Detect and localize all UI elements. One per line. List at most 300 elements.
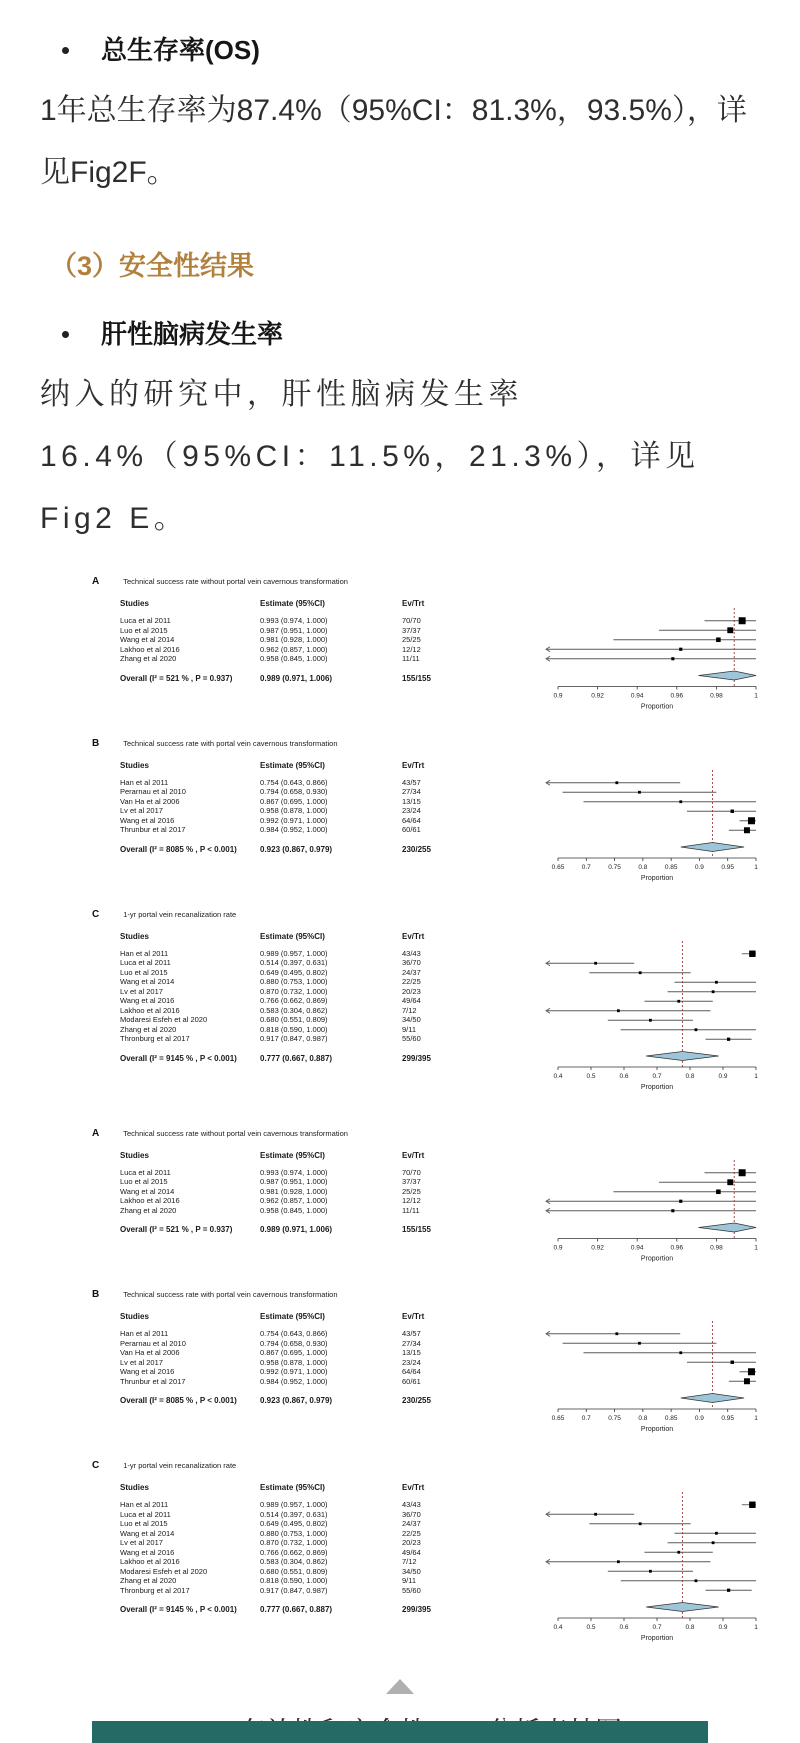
study-label: Lv et al 2017 [120,806,163,815]
bullet-item-he [54,318,760,350]
panel-head [90,1460,760,1471]
overall-estimate: 0.923 (0.867, 0.979) [260,844,333,854]
axis-tick-label: 0.6 [619,1624,629,1631]
panel-label: A [92,576,100,587]
overall-evtrt: 155/155 [402,1225,431,1234]
table-header-row [120,760,510,771]
section-heading-safety: （3）安全性结果 [50,251,255,281]
panel-title: 1-yr portal vein recanalization rate [123,909,237,919]
study-evtrt: 27/34 [402,1338,421,1348]
study-estimate: 0.987 (0.951, 1.000) [260,1177,328,1186]
study-evtrt: 22/25 [402,977,421,986]
bullet-he-label: 肝性脑病发生率 [101,319,284,349]
study-estimate: 0.818 (0.590, 1.000) [260,1576,328,1585]
study-row [120,635,510,645]
overall-label: Overall (I² = 521 % , P = 0.937) [120,673,233,683]
panel-title: Technical success rate with portal vein cavernous transformation [123,738,338,748]
paragraph-os-result: 1年总生存率为87.4%（95%CI：81.3%，93.5%），详见Fig2F。 [40,94,747,189]
panel-title: Technical success rate without portal vein cavernous transformation [123,1128,348,1138]
study-evtrt: 25/25 [402,1186,421,1196]
axis-tick-label: 0.7 [581,1415,591,1422]
axis-tick-label: 1 [754,1624,758,1631]
bullet-dot-icon [62,331,69,338]
study-estimate: 0.880 (0.753, 1.000) [260,1528,328,1538]
study-estimate: 0.958 (0.878, 1.000) [260,1357,328,1367]
study-row [120,616,510,626]
axis-title: Proportion [640,874,674,882]
study-estimate: 0.917 (0.847, 0.987) [260,1034,328,1043]
study-evtrt: 37/37 [402,625,421,635]
study-row [120,825,510,835]
study-evtrt: 24/37 [402,967,421,977]
study-label: Thronburg et al 2017 [120,1034,190,1043]
study-label: Wang et al 2014 [120,1186,175,1196]
study-evtrt: 25/25 [402,635,421,644]
forest-plot-C [510,1482,760,1645]
column-header: Ev/Trt [402,599,425,608]
study-evtrt: 43/43 [402,948,421,958]
study-estimate: 0.583 (0.304, 0.862) [260,1005,328,1015]
axis-tick-label: 1 [754,1415,758,1422]
study-row [120,1538,510,1548]
study-label: Van Ha et al 2006 [120,1348,180,1357]
study-row [120,1006,510,1016]
study-row [120,816,510,826]
study-estimate: 0.984 (0.952, 1.000) [260,825,328,834]
study-estimate: 0.880 (0.753, 1.000) [260,977,328,986]
study-label: Wang et al 2016 [120,1547,175,1557]
axis-tick-label: 1 [754,863,758,871]
forest-figure-block [90,576,760,1094]
study-label: Lakhoo et al 2016 [120,1196,180,1205]
study-estimate: 0.958 (0.878, 1.000) [260,806,328,815]
column-header: Studies [120,1483,149,1492]
overall-label: Overall (I² = 8085 % , P < 0.001) [120,844,237,854]
study-evtrt: 24/37 [402,1519,421,1528]
panel-label: B [92,1289,100,1300]
overall-estimate: 0.989 (0.971, 1.006) [260,673,333,683]
study-row [120,797,510,807]
study-label: Luca et al 2011 [120,1509,171,1519]
forest-figure-block [90,1128,760,1646]
axis-tick-label: 0.96 [670,692,684,700]
axis-tick-label: 0.75 [608,1415,621,1422]
forest-table [90,931,510,1065]
study-row [120,1329,510,1339]
study-evtrt: 43/43 [402,1500,421,1509]
axis-tick-label: 0.8 [638,1415,648,1422]
study-evtrt: 49/64 [402,996,421,1005]
study-row [120,977,510,987]
overall-label: Overall (I² = 521 % , P = 0.937) [120,1225,233,1234]
column-header: Estimate (95%CI) [260,599,325,608]
axis-tick-label: 0.5 [586,1072,596,1080]
study-evtrt: 7/12 [402,1557,417,1566]
axis-tick-label: 0.4 [553,1624,563,1631]
study-row [120,1206,510,1216]
overall-label: Overall (I² = 8085 % , P < 0.001) [120,1396,237,1405]
overall-row [120,1224,510,1236]
axis-tick-label: 0.85 [664,1415,678,1422]
study-label: Perarnau et al 2010 [120,1338,186,1348]
axis-title: Proportion [640,1426,674,1433]
study-estimate: 0.958 (0.845, 1.000) [260,1205,328,1215]
study-row [120,958,510,968]
axis-tick-label: 0.9 [718,1072,728,1080]
forest-plot-A [510,598,760,714]
study-label: Modaresi Esfeh et al 2020 [120,1566,208,1576]
overall-estimate: 0.777 (0.667, 0.887) [260,1605,333,1614]
study-estimate: 0.962 (0.857, 1.000) [260,1196,328,1205]
table-header-row [120,1150,510,1161]
panel-head [90,1128,760,1139]
axis-tick-label: 0.9 [553,692,563,700]
table-header-row [120,598,510,609]
panel-title: 1-yr portal vein recanalization rate [123,1461,237,1470]
axis-tick-label: 0.94 [630,692,644,700]
study-label: Han et al 2011 [120,1329,169,1338]
forest-table [90,1482,510,1616]
study-label: Lakhoo et al 2016 [120,644,180,654]
overall-label: Overall (I² = 9145 % , P < 0.001) [120,1605,237,1614]
study-label: Luo et al 2015 [120,1177,168,1186]
forest-plot-A [510,1150,760,1266]
overall-evtrt: 299/395 [402,1605,431,1614]
study-row [120,1196,510,1206]
study-row [120,968,510,978]
overall-row [120,673,510,685]
column-header: Ev/Trt [402,1150,425,1160]
study-label: Zhang et al 2020 [120,1205,177,1215]
column-header: Studies [120,931,149,941]
study-label: Modaresi Esfeh et al 2020 [120,1015,208,1024]
study-evtrt: 64/64 [402,1367,421,1376]
paragraph-he-result: 纳入的研究中，肝性脑病发生率16.4%（95%CI：11.5%，21.3%），详见Fig2 E。 [40,378,700,535]
column-header: Estimate (95%CI) [260,1150,325,1160]
overall-estimate: 0.923 (0.867, 0.979) [260,1396,333,1405]
study-evtrt: 12/12 [402,644,421,654]
study-row [120,1168,510,1178]
study-evtrt: 23/24 [402,1357,421,1367]
forest-panel-C [90,909,760,1094]
forest-plot-C [510,931,760,1094]
study-label: Wang et al 2014 [120,977,175,986]
study-estimate: 0.754 (0.643, 0.866) [260,777,328,787]
study-evtrt: 36/70 [402,1509,421,1519]
axis-tick-label: 0.7 [581,863,591,871]
study-evtrt: 20/23 [402,1538,421,1547]
overall-evtrt: 299/395 [402,1053,431,1063]
study-label: Van Ha et al 2006 [120,796,180,806]
forest-panel-A [90,1128,760,1266]
column-header: Estimate (95%CI) [260,931,325,941]
study-evtrt: 43/57 [402,777,421,787]
forest-panel-B [90,738,760,885]
study-label: Lv et al 2017 [120,986,163,996]
study-label: Luca et al 2011 [120,616,171,625]
study-label: Luca et al 2011 [120,1167,171,1177]
overall-label: Overall (I² = 9145 % , P < 0.001) [120,1053,237,1063]
study-label: Zhang et al 2020 [120,1024,177,1034]
study-estimate: 0.649 (0.495, 0.802) [260,967,328,977]
study-evtrt: 13/15 [402,796,421,806]
forest-panel-A [90,576,760,714]
axis-tick-label: 0.95 [721,1415,735,1422]
axis-title: Proportion [640,1083,674,1091]
axis-tick-label: 1 [754,1244,758,1251]
forest-table [90,1311,510,1407]
study-estimate: 0.583 (0.304, 0.862) [260,1557,328,1566]
axis-tick-label: 0.92 [591,1244,604,1251]
study-row [120,1358,510,1368]
study-label: Han et al 2011 [120,948,169,958]
axis-tick-label: 0.98 [710,1244,723,1251]
study-evtrt: 70/70 [402,1167,421,1177]
study-label: Lv et al 2017 [120,1538,163,1547]
axis-tick-label: 0.9 [694,863,704,871]
study-row [120,987,510,997]
study-label: Luca et al 2011 [120,958,171,967]
study-row [120,787,510,797]
study-label: Thrunbur et al 2017 [120,1376,186,1386]
study-evtrt: 60/61 [402,1376,421,1386]
forest-panel-C [90,1460,760,1645]
forest-plot-B [510,1311,760,1436]
study-label: Wang et al 2014 [120,1528,175,1538]
study-label: Thrunbur et al 2017 [120,825,186,834]
panel-head [90,1289,760,1300]
forest-table [90,760,510,856]
study-evtrt: 20/23 [402,986,421,996]
study-label: Lakhoo et al 2016 [120,1557,180,1566]
study-row [120,778,510,788]
bullet-dot-icon [62,47,69,54]
panel-head [90,576,760,587]
axis-tick-label: 0.75 [608,863,621,871]
study-row [120,1339,510,1349]
study-label: Lv et al 2017 [120,1357,163,1367]
overall-evtrt: 230/255 [402,844,431,854]
study-row [120,645,510,655]
study-estimate: 0.993 (0.974, 1.000) [260,616,328,625]
axis-tick-label: 0.7 [652,1624,662,1631]
study-label: Zhang et al 2020 [120,654,177,663]
study-row [120,1377,510,1387]
axis-title: Proportion [640,1635,674,1642]
study-row [120,1576,510,1586]
study-row [120,1548,510,1558]
table-header-row [120,1482,510,1493]
axis-title: Proportion [640,703,674,711]
footer-divider-bar [92,1721,708,1743]
study-label: Luo et al 2015 [120,1519,168,1528]
overall-row [120,1053,510,1065]
study-estimate: 0.917 (0.847, 0.987) [260,1585,328,1595]
study-evtrt: 9/11 [402,1024,417,1034]
study-estimate: 0.989 (0.957, 1.000) [260,948,328,958]
axis-tick-label: 0.94 [630,1244,644,1251]
study-row [120,654,510,664]
study-evtrt: 7/12 [402,1005,417,1015]
bullet-item-os [54,34,760,66]
study-evtrt: 49/64 [402,1547,421,1557]
study-estimate: 0.514 (0.397, 0.631) [260,958,328,967]
column-header: Ev/Trt [402,931,425,941]
study-estimate: 0.870 (0.732, 1.000) [260,1538,328,1547]
axis-tick-label: 0.9 [553,1244,563,1251]
study-evtrt: 36/70 [402,958,421,967]
overall-row [120,844,510,856]
axis-tick-label: 1 [754,692,758,700]
study-estimate: 0.981 (0.928, 1.000) [260,1186,328,1196]
study-row [120,949,510,959]
column-header: Estimate (95%CI) [260,760,325,770]
study-row [120,1015,510,1025]
study-evtrt: 55/60 [402,1585,421,1595]
collapse-triangle-icon [386,1679,414,1694]
study-row [120,996,510,1006]
study-estimate: 0.649 (0.495, 0.802) [260,1519,328,1528]
study-evtrt: 37/37 [402,1177,421,1186]
column-header: Studies [120,1312,149,1321]
study-estimate: 0.867 (0.695, 1.000) [260,796,328,806]
study-row [120,1510,510,1520]
study-evtrt: 13/15 [402,1348,421,1357]
study-row [120,1519,510,1529]
study-label: Han et al 2011 [120,777,169,787]
study-row [120,1529,510,1539]
study-estimate: 0.989 (0.957, 1.000) [260,1500,328,1509]
study-row [120,1500,510,1510]
overall-estimate: 0.777 (0.667, 0.887) [260,1053,333,1063]
axis-tick-label: 0.98 [710,692,723,700]
axis-tick-label: 0.7 [652,1072,662,1080]
panel-head [90,738,760,749]
study-row [120,806,510,816]
study-evtrt: 70/70 [402,616,421,625]
panel-label: C [92,908,100,920]
study-label: Thronburg et al 2017 [120,1585,190,1595]
axis-tick-label: 0.9 [694,1415,704,1422]
axis-title: Proportion [640,1255,674,1262]
column-header: Studies [120,599,149,608]
forest-table [90,598,510,685]
study-evtrt: 22/25 [402,1528,421,1538]
study-estimate: 0.992 (0.971, 1.000) [260,1367,328,1376]
study-label: Luo et al 2015 [120,967,168,977]
study-estimate: 0.766 (0.662, 0.869) [260,996,328,1005]
table-header-row [120,1311,510,1322]
study-estimate: 0.984 (0.952, 1.000) [260,1376,328,1386]
study-evtrt: 9/11 [402,1576,417,1585]
study-evtrt: 34/50 [402,1015,421,1024]
overall-evtrt: 155/155 [402,673,431,683]
panel-label: A [92,1127,100,1139]
axis-tick-label: 0.96 [670,1244,684,1251]
study-row [120,1348,510,1358]
study-estimate: 0.981 (0.928, 1.000) [260,635,328,644]
study-evtrt: 23/24 [402,806,421,815]
study-label: Luo et al 2015 [120,625,168,635]
study-estimate: 0.958 (0.845, 1.000) [260,654,328,663]
study-estimate: 0.962 (0.857, 1.000) [260,644,328,654]
axis-tick-label: 0.5 [586,1624,596,1631]
overall-row [120,1395,510,1407]
table-header-row [120,931,510,942]
axis-tick-label: 1 [754,1072,758,1080]
panel-label: C [92,1460,100,1471]
overall-row [120,1604,510,1616]
overall-estimate: 0.989 (0.971, 1.006) [260,1225,333,1234]
study-row [120,1177,510,1187]
axis-tick-label: 0.85 [664,863,678,871]
study-row [120,1586,510,1596]
column-header: Estimate (95%CI) [260,1483,325,1492]
axis-tick-label: 0.4 [553,1072,563,1080]
bullet-os-label: 总生存率(OS) [101,35,260,65]
study-estimate: 0.867 (0.695, 1.000) [260,1348,328,1357]
study-estimate: 0.992 (0.971, 1.000) [260,815,328,825]
study-estimate: 0.766 (0.662, 0.869) [260,1547,328,1557]
study-row [120,1557,510,1567]
study-label: Zhang et al 2020 [120,1576,177,1585]
study-label: Wang et al 2016 [120,815,175,825]
study-label: Perarnau et al 2010 [120,787,186,796]
study-label: Wang et al 2016 [120,996,175,1005]
study-row [120,626,510,636]
column-header: Studies [120,1150,149,1160]
forest-plot-B [510,760,760,885]
study-evtrt: 11/11 [402,1205,420,1215]
forest-plot-figure [40,576,760,1645]
study-estimate: 0.794 (0.658, 0.930) [260,1338,328,1348]
study-evtrt: 43/57 [402,1329,421,1338]
study-row [120,1034,510,1044]
study-estimate: 0.993 (0.974, 1.000) [260,1167,328,1177]
study-evtrt: 64/64 [402,815,421,825]
study-row [120,1567,510,1577]
study-estimate: 0.987 (0.951, 1.000) [260,625,328,635]
study-evtrt: 12/12 [402,1196,421,1205]
study-row [120,1187,510,1197]
axis-tick-label: 0.8 [685,1072,695,1080]
study-estimate: 0.870 (0.732, 1.000) [260,986,328,996]
panel-head [90,909,760,920]
axis-tick-label: 0.65 [551,1415,565,1422]
axis-tick-label: 0.8 [638,863,648,871]
study-label: Han et al 2011 [120,1500,169,1509]
study-row [120,1025,510,1035]
forest-table [90,1150,510,1237]
overall-evtrt: 230/255 [402,1396,431,1405]
study-row [120,1367,510,1377]
study-evtrt: 55/60 [402,1034,421,1043]
study-evtrt: 60/61 [402,825,421,834]
axis-tick-label: 0.9 [718,1624,728,1631]
axis-tick-label: 0.6 [619,1072,629,1080]
study-estimate: 0.794 (0.658, 0.930) [260,787,328,796]
study-label: Lakhoo et al 2016 [120,1005,180,1015]
study-evtrt: 11/11 [402,654,420,663]
study-evtrt: 34/50 [402,1566,421,1576]
panel-label: B [92,737,100,749]
column-header: Ev/Trt [402,1312,425,1321]
forest-panel-B [90,1289,760,1436]
study-label: Wang et al 2014 [120,635,175,644]
axis-tick-label: 0.65 [551,863,565,871]
panel-title: Technical success rate with portal vein cavernous transformation [123,1290,338,1299]
study-estimate: 0.680 (0.551, 0.809) [260,1015,328,1024]
